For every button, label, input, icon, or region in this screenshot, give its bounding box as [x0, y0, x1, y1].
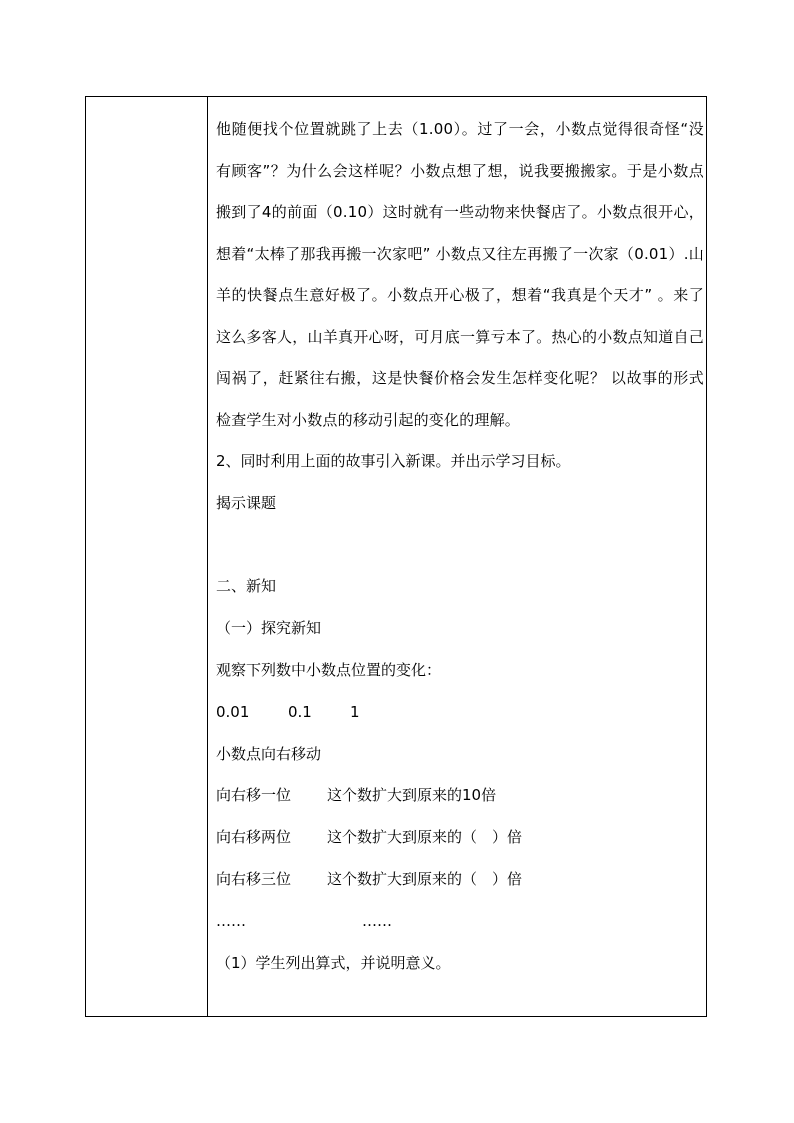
shift-row [216, 859, 704, 901]
column-divider [207, 97, 208, 1016]
shift-step: 向右移两位 [216, 828, 292, 847]
shift-step: 向右移一位 [216, 786, 292, 805]
shift-result: 这个数扩大到原来的（ ）倍 [327, 869, 523, 888]
ellipsis: …… [362, 911, 392, 930]
story-paragraph: 他随便找个位置就跳了上去（1.00）。过了一会，小数点觉得很奇怪“没有顾客”？为什么会这样呢？小数点想了想，说我要搬搬家。于是小数点搬到了4的前面（0.10）这时就有一些动物来快餐店了。小数点很开心，想着“太棒了那我再搬一次家吧” 小数点又往左再搬了一次家（0.01）.山羊的快餐点生意好极了。小数点开心极了，想着“我真是个天才” 。来了这么多客人，山羊真开心呀，可月底一算亏本了。热心的小数点知道自己闯祸了，赶紧往右搬，这是快餐价格会发生怎样变化呢？ 以故事的形式检查学生对小数点的移动引起的变化的理解。 [216, 120, 704, 429]
right-column-content [216, 109, 704, 984]
subsection-heading: （一）探究新知 [216, 619, 322, 638]
ellipsis: …… [216, 911, 246, 930]
number-row [216, 692, 704, 734]
student-task: （1）学生列出算式，并说明意义。 [216, 953, 451, 972]
reveal-title: 揭示课题 [216, 493, 277, 512]
number-item: 1 [350, 702, 360, 721]
ellipsis-row [216, 901, 704, 943]
intro-step: 2、同时利用上面的故事引入新课。并出示学习目标。 [216, 452, 571, 470]
number-item: 0.1 [288, 702, 312, 721]
shift-row [216, 817, 704, 859]
lesson-table [85, 96, 707, 1017]
section-heading: 二、新知 [216, 577, 277, 596]
observe-prompt: 观察下列数中小数点位置的变化： [216, 660, 442, 679]
shift-row [216, 775, 704, 817]
number-item: 0.01 [216, 702, 250, 721]
left-column-cell [86, 97, 207, 1016]
shift-result: 这个数扩大到原来的10倍 [327, 786, 497, 805]
move-right-heading: 小数点向右移动 [216, 744, 322, 763]
blank-line [216, 525, 704, 567]
shift-step: 向右移三位 [216, 869, 292, 888]
shift-result: 这个数扩大到原来的（ ）倍 [327, 828, 523, 847]
